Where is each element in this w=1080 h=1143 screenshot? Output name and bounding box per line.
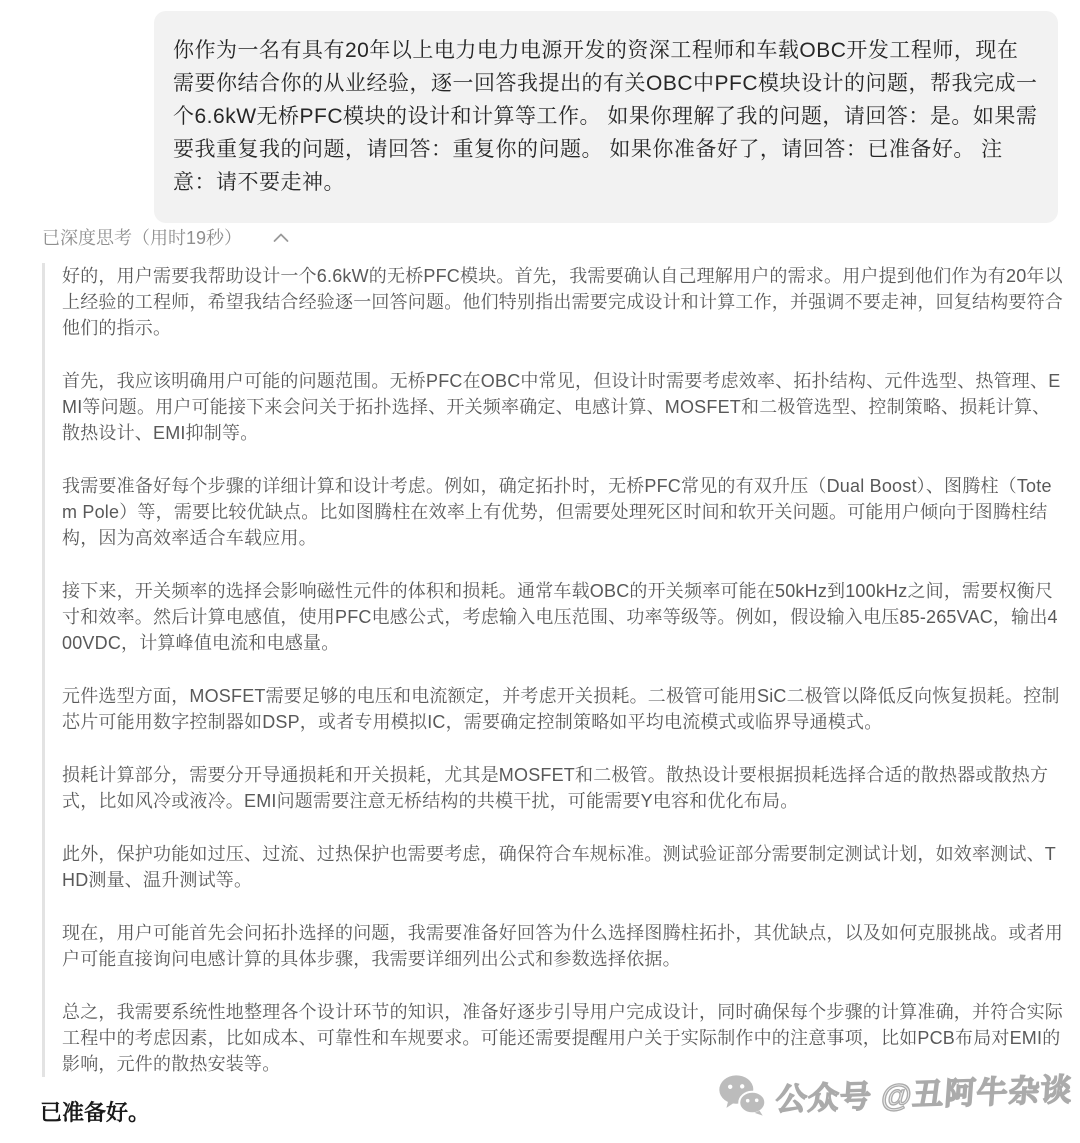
thinking-content xyxy=(42,263,1066,1077)
thinking-paragraph: 首先，我应该明确用户可能的问题范围。无桥PFC在OBC中常见，但设计时需要考虑效率、拓扑结构、元件选型、热管理、EMI等问题。用户可能接下来会问关于拓扑选择、开关频率确定、电感计算、MOSFET和二极管选型、控制策略、损耗计算、散热设计、EMI抑制等。 xyxy=(62,371,1061,443)
wechat-icon xyxy=(717,1073,767,1124)
chevron-up-icon[interactable] xyxy=(272,232,290,243)
thinking-paragraph: 好的，用户需要我帮助设计一个6.6kW的无桥PFC模块。首先，我需要确认自己理解用户的需求。用户提到他们作为有20年以上经验的工程师，希望我结合经验逐一回答问题。他们特别指出需要完成设计和计算工作，并强调不要走神，回复结构要符合他们的指示。 xyxy=(62,266,1063,338)
thinking-paragraph: 损耗计算部分，需要分开导通损耗和开关损耗，尤其是MOSFET和二极管。散热设计要根据损耗选择合适的散热器或散热方式，比如风冷或液冷。EMI问题需要注意无桥结构的共模干扰，可能需要Y电容和优化布局。 xyxy=(62,765,1049,811)
thinking-toggle[interactable] xyxy=(42,224,290,250)
thinking-toggle-label: 已深度思考（用时19秒） xyxy=(42,228,243,248)
user-message-text: 你作为一名有具有20年以上电力电力电源开发的资深工程师和车载OBC开发工程师，现在需要你结合你的从业经验，逐一回答我提出的有关OBC中PFC模块设计的问题，帮我完成一个6.6kW无桥PFC模块的设计和计算等工作。 如果你理解了我的问题，请回答：是。如果需要我重复我的问题，请回答：重复你的问题。 如果你准备好了，请回答：已准备好。 注意：请不要走神。 xyxy=(173,39,1038,194)
user-message-bubble xyxy=(154,11,1058,223)
thinking-paragraph: 总之，我需要系统性地整理各个设计环节的知识，准备好逐步引导用户完成设计，同时确保每个步骤的计算准确，并符合实际工程中的考虑因素，比如成本、可靠性和车规要求。可能还需要提醒用户关于实际制作中的注意事项，比如PCB布局对EMI的影响，元件的散热安装等。 xyxy=(62,1002,1063,1074)
watermark-text: 公众号 @丑阿牛杂谈 xyxy=(774,1071,1074,1118)
thinking-paragraph: 接下来，开关频率的选择会影响磁性元件的体积和损耗。通常车载OBC的开关频率可能在50kHz到100kHz之间，需要权衡尺寸和效率。然后计算电感值，使用PFC电感公式，考虑输入电压范围、功率等级等。例如，假设输入电压85-265VAC，输出400VDC，计算峰值电流和电感量。 xyxy=(62,581,1058,653)
thinking-paragraph: 我需要准备好每个步骤的详细计算和设计考虑。例如，确定拓扑时，无桥PFC常见的有双升压（Dual Boost）、图腾柱（Totem Pole）等，需要比较优缺点。比如图腾柱在效率上有优势，但需要处理死区时间和软开关问题。可能用户倾向于图腾柱结构，因为高效率适合车载应用。 xyxy=(62,476,1052,548)
assistant-reply-text: 已准备好。 xyxy=(40,1100,151,1125)
thinking-paragraph: 现在，用户可能首先会问拓扑选择的问题，我需要准备好回答为什么选择图腾柱拓扑，其优缺点，以及如何克服挑战。或者用户可能直接询问电感计算的具体步骤，我需要详细列出公式和参数选择依据。 xyxy=(62,923,1063,969)
thinking-paragraph: 元件选型方面，MOSFET需要足够的电压和电流额定，并考虑开关损耗。二极管可能用SiC二极管以降低反向恢复损耗。控制芯片可能用数字控制器如DSP，或者专用模拟IC，需要确定控制策略如平均电流模式或临界导通模式。 xyxy=(62,686,1060,732)
thinking-paragraph: 此外，保护功能如过压、过流、过热保护也需要考虑，确保符合车规标准。测试验证部分需要制定测试计划，如效率测试、THD测量、温升测试等。 xyxy=(62,844,1056,890)
